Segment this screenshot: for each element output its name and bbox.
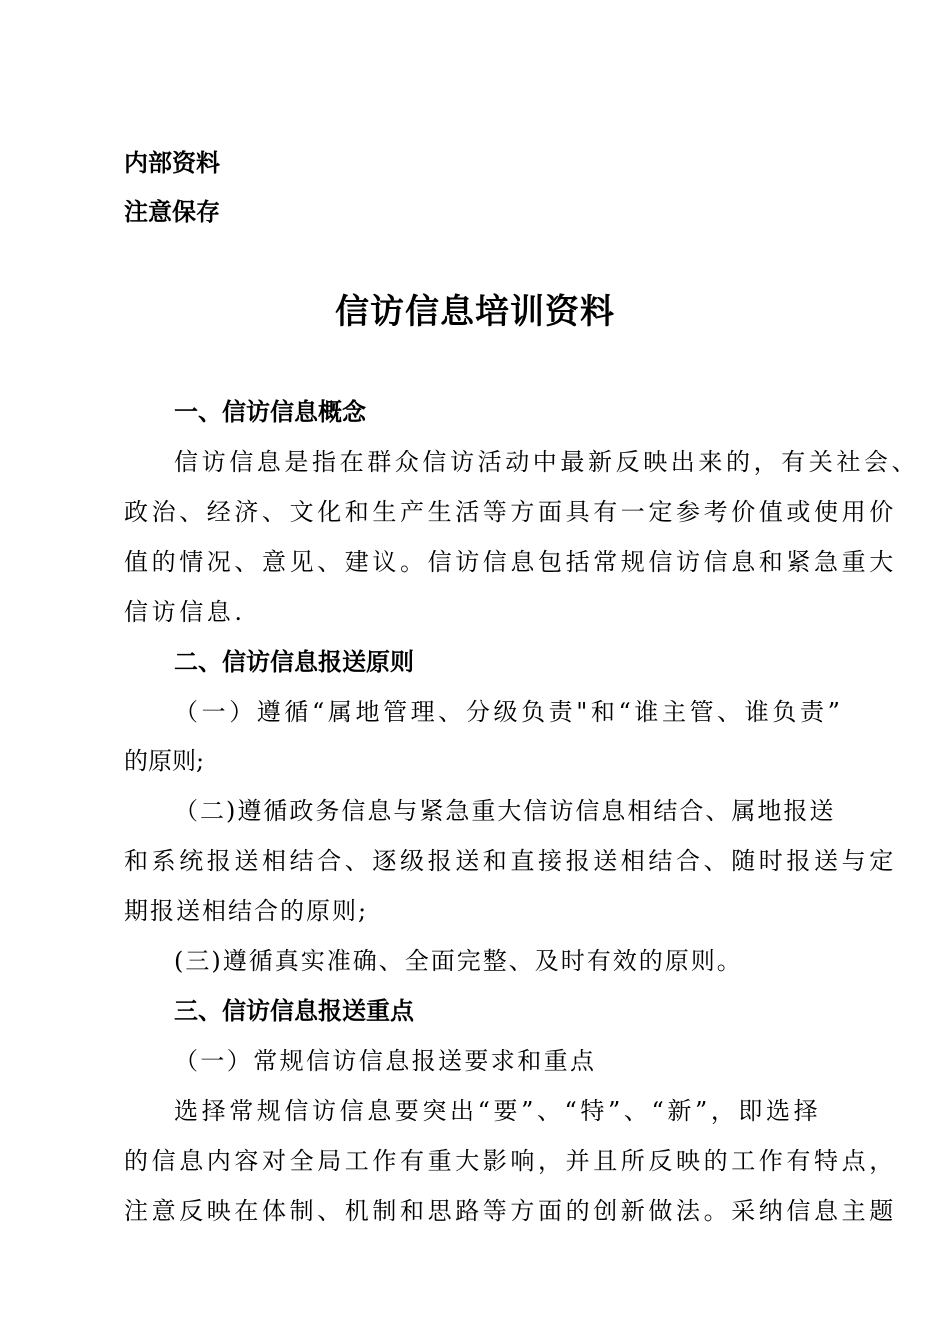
subsection-heading: （一）常规信访信息报送要求和重点	[174, 1047, 597, 1075]
paragraph-line: （二)遵循政务信息与紧急重大信访信息相结合、属地报送	[174, 797, 836, 825]
paragraph-line: 信访信息.	[124, 598, 246, 626]
paragraph-line: 值的情况、意见、建议。信访信息包括常规信访信息和紧急重大	[124, 548, 897, 576]
keep-notice-label: 注意保存	[124, 198, 220, 226]
paragraph-line: 的信息内容对全局工作有重大影响，并且所反映的工作有特点，	[124, 1147, 897, 1175]
paragraph-line: 和系统报送相结合、逐级报送和直接报送相结合、随时报送与定	[124, 847, 897, 875]
paragraph-line: (三)遵循真实准确、全面完整、及时有效的原则。	[174, 947, 743, 975]
internal-material-label: 内部资料	[124, 149, 220, 177]
paragraph-line: （一）遵循“属地管理、分级负责"和“谁主管、谁负责”	[174, 698, 844, 726]
paragraph-line: 期报送相结合的原则;	[124, 897, 369, 925]
paragraph-line: 选择常规信访信息要突出“要”、“特”、“新”，即选择	[174, 1097, 822, 1125]
section-1-heading: 一、信访信息概念	[174, 398, 366, 426]
document-title: 信访信息培训资料	[335, 292, 615, 332]
section-3-heading: 三、信访信息报送重点	[174, 997, 414, 1025]
paragraph-line: 政治、经济、文化和生产生活等方面具有一定参考价值或使用价	[124, 498, 897, 526]
section-2-heading: 二、信访信息报送原则	[174, 648, 414, 676]
paragraph-line: 注意反映在体制、机制和思路等方面的创新做法。采纳信息主题	[124, 1197, 897, 1225]
paragraph-line: 信访信息是指在群众信访活动中最新反映出来的，有关社会、	[174, 448, 920, 476]
paragraph-line: 的原则;	[124, 747, 205, 775]
